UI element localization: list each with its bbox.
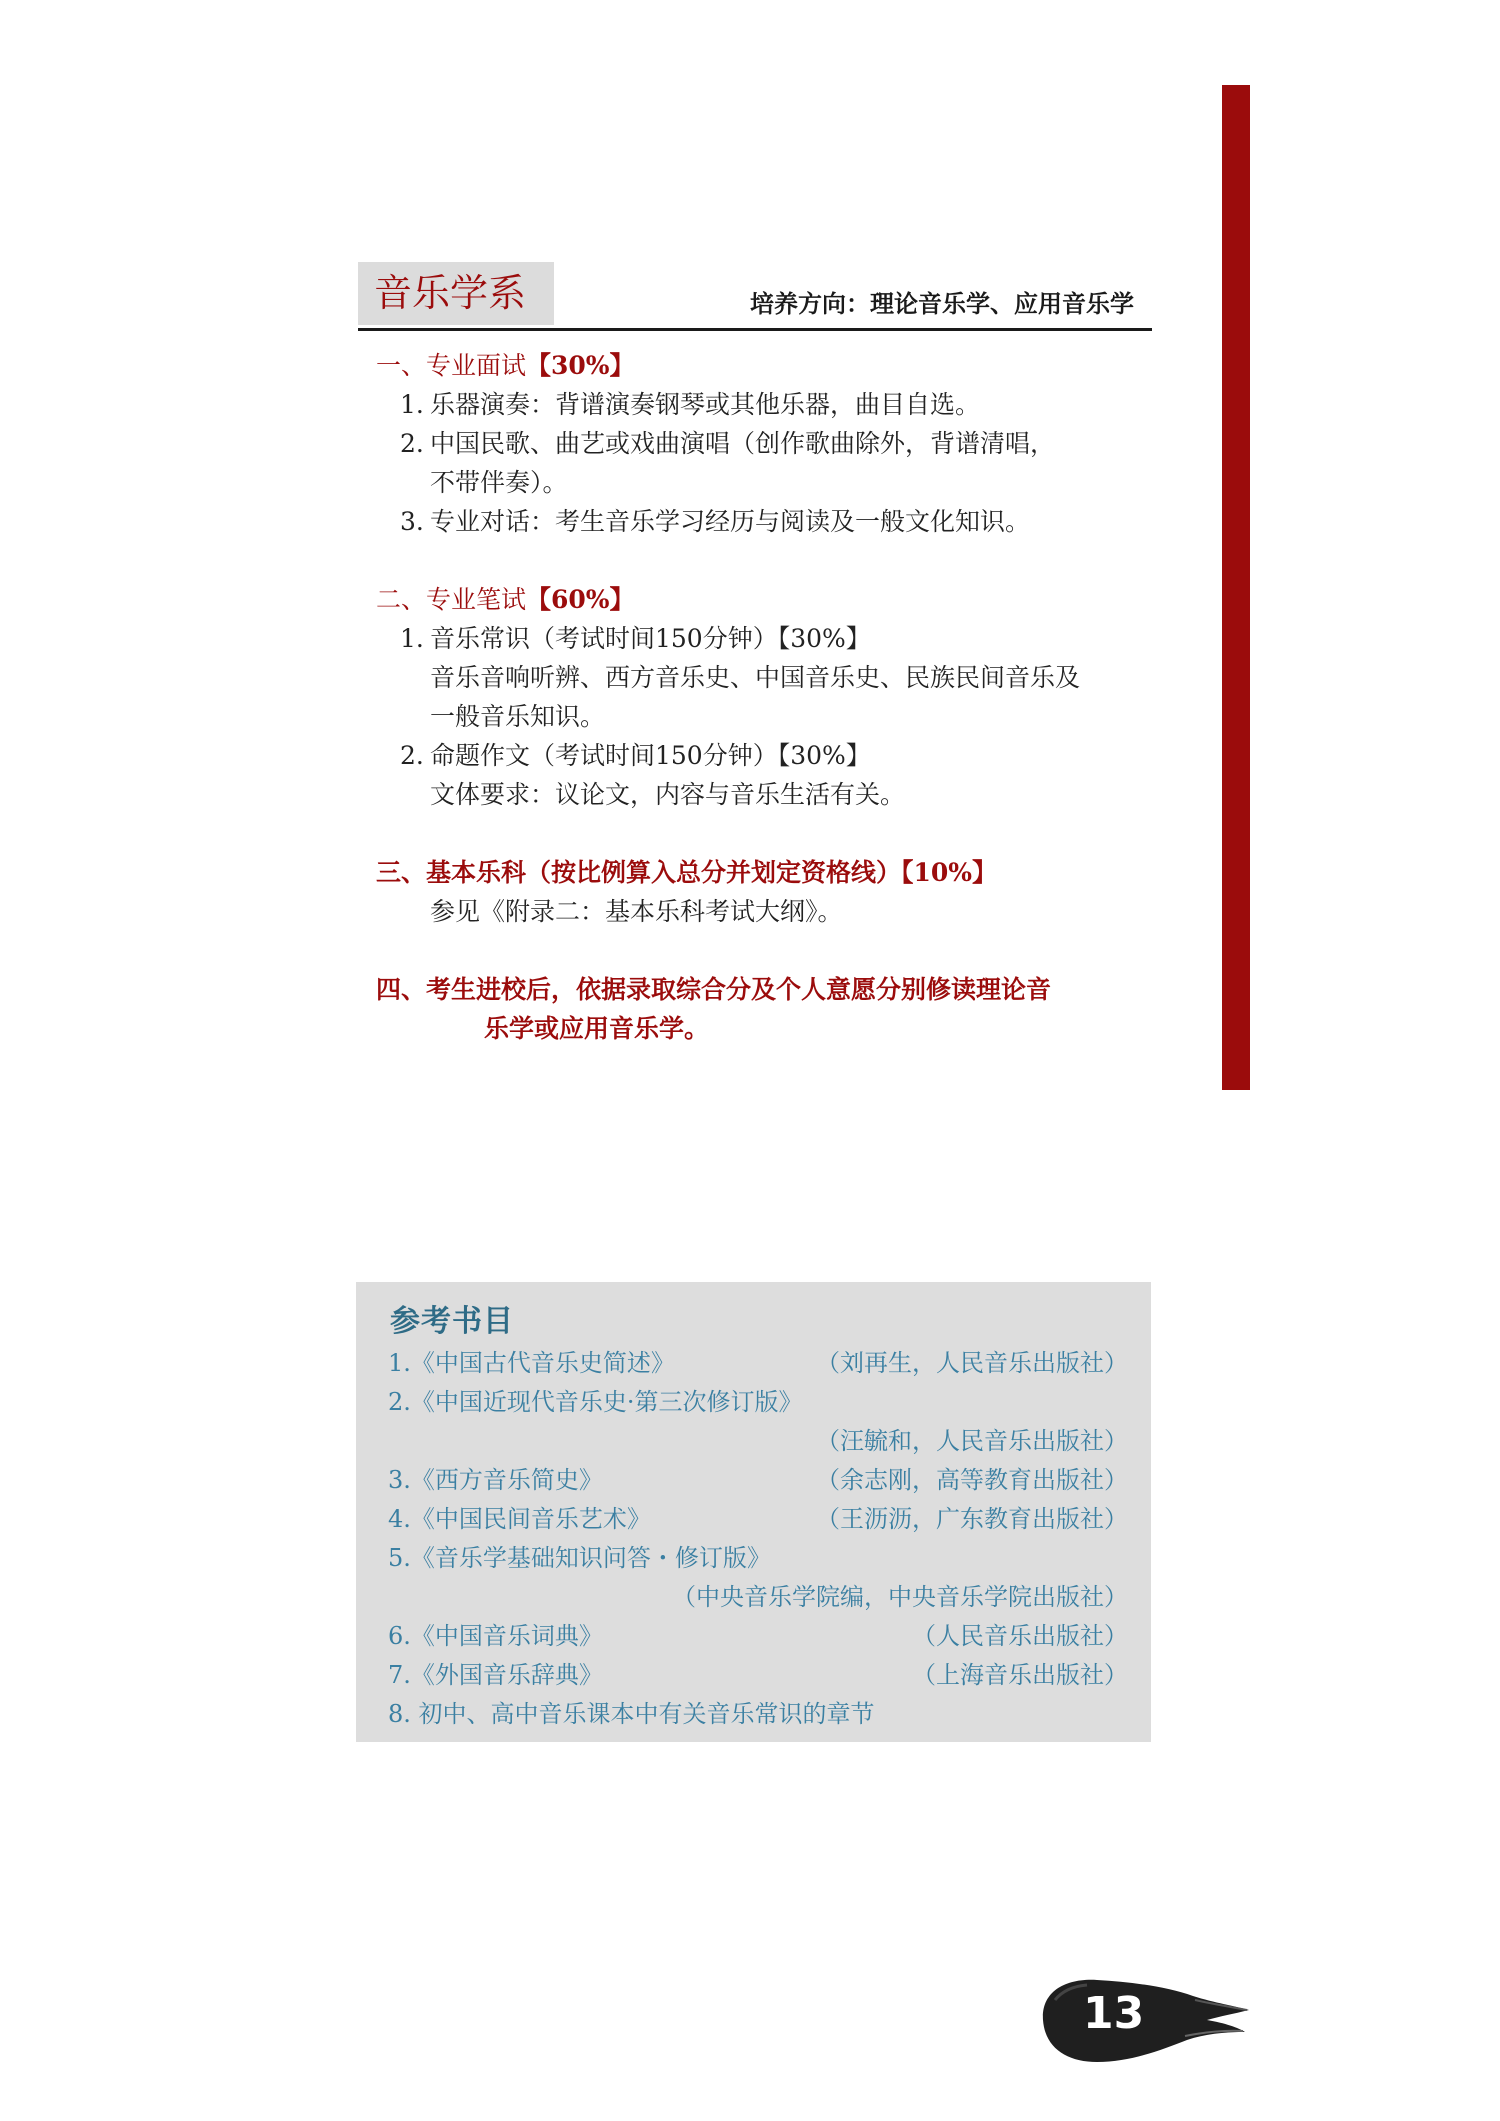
- section3-percent: 【10%】: [901, 858, 998, 887]
- book-title: 2.《中国近现代音乐史·第三次修订版》: [388, 1388, 803, 1416]
- section3-title: 三、基本乐科（按比例算入总分并划定资格线）: [376, 858, 902, 887]
- book-publisher: （中央音乐学院编，中央音乐学院出版社）: [672, 1583, 1128, 1611]
- item-number: 3.: [400, 507, 424, 536]
- section2-percent: 【60%】: [526, 585, 635, 614]
- section1-heading: [376, 346, 1176, 385]
- item-text: 专业对话：考生音乐学习经历与阅读及一般文化知识。: [430, 507, 1031, 536]
- book-publisher: （王沥沥，广东教育出版社）: [816, 1505, 1128, 1533]
- reference-row: [388, 1695, 1128, 1734]
- section4-text: [376, 970, 1176, 1048]
- page-number: 13: [1083, 1988, 1145, 2039]
- item-text: 文体要求：议论文，内容与音乐生活有关。: [430, 780, 906, 809]
- exam-content: [376, 346, 1176, 1048]
- item-number: 1.: [400, 390, 424, 419]
- section2-heading: [376, 580, 1176, 619]
- side-accent-bar: [1222, 85, 1250, 1090]
- page-number-badge: [1035, 1970, 1250, 2070]
- section3-heading: [376, 853, 1176, 892]
- item-text: 不带伴奏）。: [430, 468, 568, 497]
- training-direction: 培养方向：理论音乐学、应用音乐学: [750, 289, 1134, 318]
- reference-title: 参考书目: [390, 1304, 514, 1339]
- department-title: 音乐学系: [374, 271, 527, 315]
- item-text: 一般音乐知识。: [430, 702, 606, 731]
- section1-item: [376, 385, 1176, 424]
- reference-row: [388, 1656, 1128, 1695]
- book-publisher: （刘再生，人民音乐出版社）: [816, 1349, 1128, 1377]
- reference-row: [388, 1578, 1128, 1617]
- book-title: 1.《中国古代音乐史简述》: [388, 1349, 675, 1377]
- section2-title: 二、专业笔试: [376, 585, 527, 614]
- section4-line: 乐学或应用音乐学。: [484, 1014, 710, 1043]
- reference-row: [388, 1383, 1128, 1422]
- reference-row: [388, 1422, 1128, 1461]
- book-title: 5.《音乐学基础知识问答・修订版》: [388, 1544, 771, 1572]
- item-text: 乐器演奏：背谱演奏钢琴或其他乐器，曲目自选。: [430, 390, 981, 419]
- book-title: 6.《中国音乐词典》: [388, 1622, 603, 1650]
- section2-item: [376, 736, 1176, 814]
- reference-row: [388, 1500, 1128, 1539]
- reference-row: [388, 1461, 1128, 1500]
- book-publisher: （余志刚，高等教育出版社）: [816, 1466, 1128, 1494]
- item-text: 音乐音响听辨、西方音乐史、中国音乐史、民族民间音乐及: [430, 663, 1081, 692]
- item-heading: 命题作文（考试时间150分钟）【30%】: [430, 741, 871, 770]
- item-heading: 音乐常识（考试时间150分钟）【30%】: [430, 624, 871, 653]
- section1-title: 一、专业面试: [376, 351, 527, 380]
- item-number: 2.: [400, 741, 424, 770]
- section2-item: [376, 619, 1176, 736]
- book-title: 8. 初中、高中音乐课本中有关音乐常识的章节: [388, 1700, 875, 1728]
- book-title: 3.《西方音乐简史》: [388, 1466, 603, 1494]
- department-header: [358, 262, 1152, 331]
- book-publisher: （人民音乐出版社）: [912, 1622, 1128, 1650]
- book-publisher: （上海音乐出版社）: [912, 1661, 1128, 1689]
- book-title: 4.《中国民间音乐艺术》: [388, 1505, 651, 1533]
- item-number: 1.: [400, 624, 424, 653]
- section1-percent: 【30%】: [526, 351, 635, 380]
- book-publisher: （汪毓和，人民音乐出版社）: [816, 1427, 1128, 1455]
- section1-item: [376, 502, 1176, 541]
- item-number: 2.: [400, 429, 424, 458]
- section3-body: 参见《附录二：基本乐科考试大纲》。: [430, 897, 843, 926]
- book-title: 7.《外国音乐辞典》: [388, 1661, 603, 1689]
- reference-row: [388, 1539, 1128, 1578]
- reference-row: [388, 1344, 1128, 1383]
- reference-list: [388, 1344, 1128, 1734]
- section1-item: [376, 424, 1176, 502]
- reference-row: [388, 1617, 1128, 1656]
- department-tab: [358, 262, 554, 325]
- reference-books-box: [356, 1282, 1151, 1742]
- item-text: 中国民歌、曲艺或戏曲演唱（创作歌曲除外，背谱清唱，: [430, 429, 1056, 458]
- section4-line: 四、考生进校后，依据录取综合分及个人意愿分别修读理论音: [376, 975, 1052, 1004]
